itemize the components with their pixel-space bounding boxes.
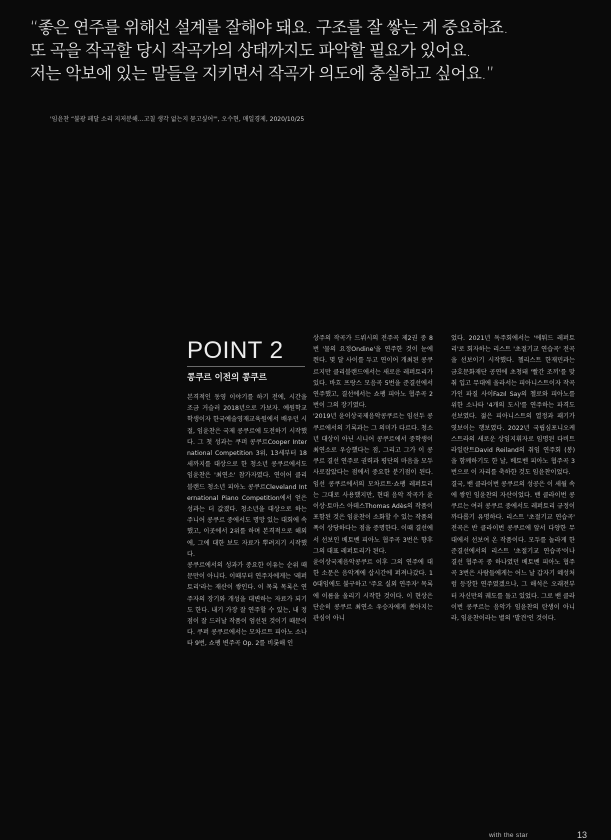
quote-source: '임윤찬 “불광 페달 소리 지저분해…고칠 생각 없는지 묻고싶어"', 오수현, 매일경제, 2020/10/25 [50,116,305,123]
title-divider [187,366,305,367]
page-number: 13 [577,830,588,840]
paragraph: 었다. 2021년 독주회에서는 '에튀드 레퍼토리'로 회자하는 리스트 '초절기교 연습곡' 전곡을 선보이기 시작했다. 첼리스트 한재민과는 금호문화재단 공연에 초청돼 '빨간 조끼'를 맞춰 입고 무대에 올라서는 피아니스트이자 작곡가인 파질 사이Fazıl Say의 첼로와 피아노를 위한 소나타 '4개의 도시'를 연주하는 파격도 선보였다. 젊은 피아니스트의 열정과 패기가 엿보이는 행보였다. 2022년 국립심포니오케스트라의 새로운 상임지휘자로 임명된 다비트 라일란트David Reiland의 취임 연주회 (봉)을 함께하기도 한 날, 베토벤 피아노 협주곡 3번으로 이 자리를 축하한 것도 임윤찬이었다. [451,335,575,477]
article-column-2 [313,333,433,813]
paragraph: 본격적인 동영 이야기를 하기 전에, 시간을 조금 거슬러 2018년으로 가보자. 예원학교 학생이자 한국예술영재교육원에서 배우던 시절, 임윤찬은 국제 콩쿠르에 도전하기 시작했다. 그 첫 성과는 쿠퍼 콩쿠르Cooper International Competition 3위, 13세부터 18세까지를 대상으로 한 청소년 콩쿠르에서도 임윤찬은 '최연소' 참가자였다. 연이어 클리블랜드 청소년 피아노 콩쿠르Cleveland International Piano Competition에서 얻은 성과는 더 값졌다. 청소년을 대상으로 하는 주니어 콩쿠르 중에서도 명망 있는 대회에 속했고, 이곳에서 2위를 하며 본격적으로 해외에, 그에 대한 보도 자료가 뿌려지기 시작했다. [187,394,307,558]
section-subheading: 콩쿠르 이전의 콩쿠르 [187,373,267,383]
pull-quote [30,16,590,85]
paragraph: 콩쿠르에서의 성과가 중요한 이유는 순위 때문만이 아니다. 이때부터 연주자에게는 '레퍼토리'라는 재산이 쌓인다. 이 목록 목록은 연주자의 장기와 개성을 대변하는 자료가 되기도 한다. 내기 가장 잘 연주할 수 있는, 내 정점이 잘 드러날 작품이 엄선된 것이기 때문이다. 쿠퍼 콩쿠르에서는 모차르트 피아노 소나타 9번, 쇼팽 변주곡 Op. 2를 비롯해 인 [187,562,307,648]
quote-line-1: “좋은 연주를 위해선 설계를 잘해야 돼요. 구조를 잘 쌓는 게 중요하죠. [30,18,508,37]
quote-line-2: 또 곡을 작곡할 당시 작곡가의 상태까지도 파악할 필요가 있어요. [30,41,471,60]
paragraph: '2019년 윤이상국제음악콩쿠르는 임선두 콩쿠르에서의 기록과는 그 의미가 다르다. 청소년 대상이 아닌 시니어 콩쿠르에서 중학생이 최연소로 우승했다는 점, 그리고 그가 이 콩쿠르 결선 연주로 권력과 평단의 마음을 모두 사로잡았다는 점에서 중요한 분기점이 된다. 임선 콩쿠르에서의 모차르트·쇼팽 레퍼토리는 그대로 사용했지만, 현대 음악 작곡가 윤이상·토마스 아데스Thomas Adès의 작품이 포함된 것은 임윤찬이 소화할 수 있는 작품의 폭이 상당하다는 점을 증명한다. 이때 결선에서 선보인 베토벤 피아노 협주곡 3번은 향후 그의 대표 레퍼토리가 된다. [313,413,433,555]
paragraph: 윤이상국제음악콩쿠르 이후 그의 연주에 대한 소문은 음악계에 삽시간에 퍼져나갔다. 10대임에도 불구하고 '주요 실외 연주자' 목록에 이름을 올리기 시작한 것이다. 이 현상은 단순히 콩쿠르 최연소 우승자에게 쏟아지는 관심이 아니 [313,559,433,623]
section-title: POINT 2 [187,337,284,364]
quote-line-3: 저는 악보에 있는 말들을 지키면서 작곡가 의도에 충실하고 싶어요.” [30,64,494,83]
article-column-1 [187,392,307,812]
paragraph: 상주의 작곡가 드뷔시의 전주곡 제2권 중 8번 '물의 요정Ondine'을 연주한 것이 눈에 띈다. 몇 달 사이를 두고 연이어 개최된 콩쿠르지만 클리블랜드에서는 새로운 레퍼토리가 있다. 바흐 프랑스 모음곡 5번을 준결선에서 연주했고, 결선에서는 쇼팽 피아노 협주곡 2번이 그의 장기였다. [313,335,433,410]
magazine-name: with the star [489,832,528,839]
article-column-3 [451,333,575,813]
paragraph: 결국, 밴 클라이번 콩쿠르의 성공은 이 세월 속에 쌓인 임윤찬의 자산이었다. 밴 클라이번 콩쿠르는 여러 콩쿠르 중에서도 레퍼토리 규정이 까다롭기 유명하다. 리스트 '초절기교 연습곡' 전곡은 반 클라이번 콩쿠르에 앞서 다양한 무대에서 선보여 온 작품이다. 모두를 놀라게 한 준결선에서의 리스트 '초절기교 연습곡'이나 결선 협주곡 중 하나였던 베토벤 피아노 협주곡 3번은 사람들에게는 어느 날 갑자기 혜성처럼 등장한 연주였겠으나, 그 해석은 오래전부터 자신만의 궤도를 돌고 있었다. 그로 밴 클라이번 콩쿠르는 음악가 임윤찬의 탄생이 아니라, 임윤찬이라는 별의 '발견'인 것이다. [451,480,575,623]
